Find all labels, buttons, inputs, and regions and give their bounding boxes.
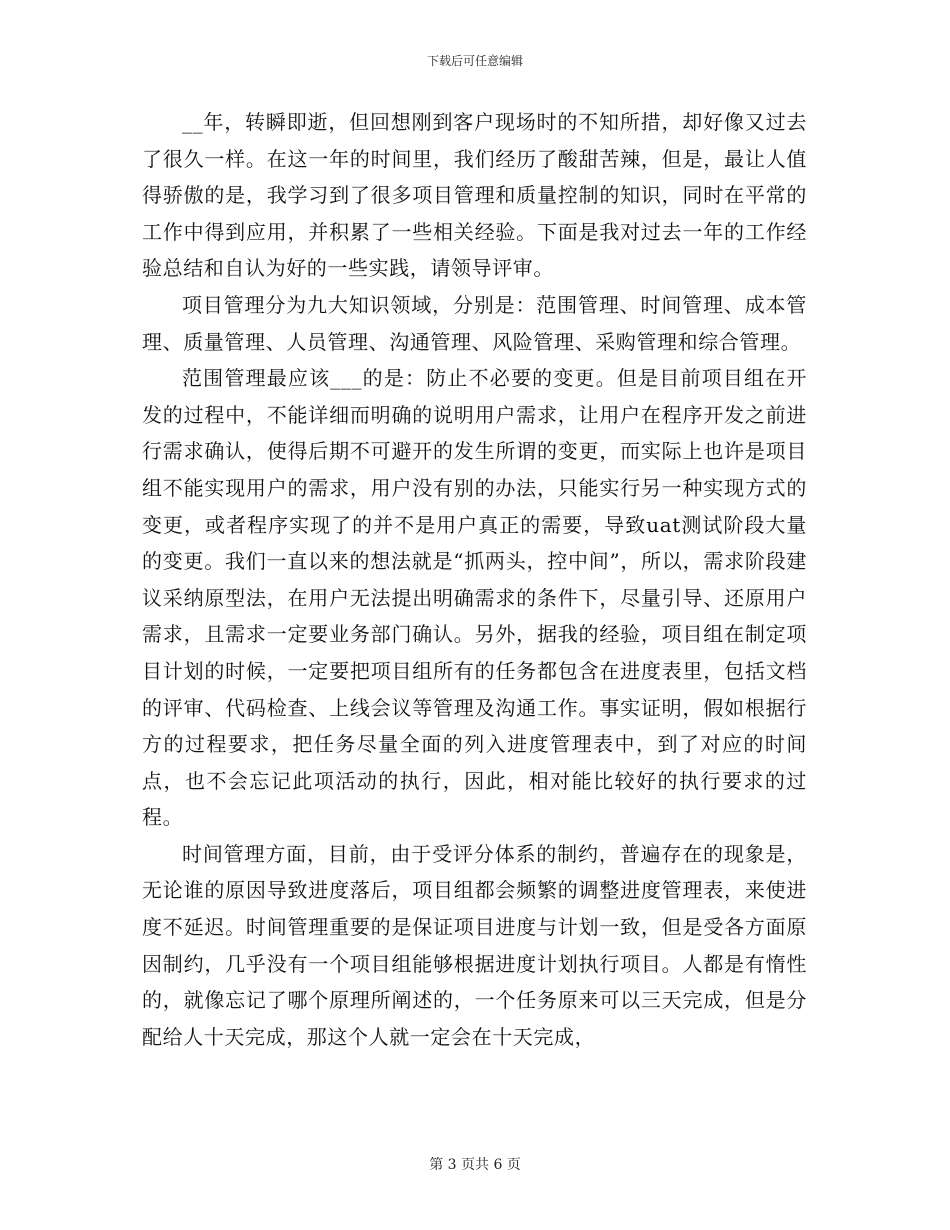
paragraph-scope-management: 范围管理最应该___的是：防止不必要的变更。但是目前项目组在开发的过程中，不能详细而明确的说明用户需求，让用户在程序开发之前进行需求确认，使得后期不可避开的发生所谓的变更，而实际上也许是项目组不能实现用户的需求，用户没有别的办法，只能实行另一种实现方式的变更，或者程序实现了的并不是用户真正的需要，导致uat测试阶段大量的变更。我们一直以来的想法就是“抓两头，控中间”，所以，需求阶段建议采纳原型法，在用户无法提出明确需求的条件下，尽量引导、还原用户需求，且需求一定要业务部门确认。另外，据我的经验，项目组在制定项目计划的时候，一定要把项目组所有的任务都包含在进度表里，包括文档的评审、代码检查、上线会议等管理及沟通工作。事实证明，假如根据行方的过程要求，把任务尽量全面的列入进度管理表中，到了对应的时间点，也不会忘记此项活动的执行，因此，相对能比较好的执行要求的过程。 [142,366,807,830]
body-text [142,104,807,1055]
paragraph-intro: __年，转瞬即逝，但回想刚到客户现场时的不知所措，却好像又过去了很久一样。在这一年的时间里，我们经历了酸甜苦辣，但是，最让人值得骄傲的是，我学习到了很多项目管理和质量控制的知识，同时在平常的工作中得到应用，并积累了一些相关经验。下面是我对过去一年的工作经验总结和自认为好的一些实践，请领导评审。 [142,110,807,281]
paragraph-time-management: 时间管理方面，目前，由于受评分体系的制约，普遍存在的现象是，无论谁的原因导致进度落后，项目组都会频繁的调整进度管理表，来使进度不延迟。时间管理重要的是保证项目进度与计划一致，但是受各方面原因制约，几乎没有一个项目组能够根据进度计划执行项目。人都是有惰性的，就像忘记了哪个原理所阐述的，一个任务原来可以三天完成，但是分配给人十天完成，那这个人就一定会在十天完成， [142,841,807,1049]
page-header: 下载后可任意编辑 [426,54,523,68]
page-footer: 第 3 页共 6 页 [429,1157,521,1173]
paragraph-knowledge-areas: 项目管理分为九大知识领域，分别是：范围管理、时间管理、成本管理、质量管理、人员管理、沟通管理、风险管理、采购管理和综合管理。 [142,292,807,354]
